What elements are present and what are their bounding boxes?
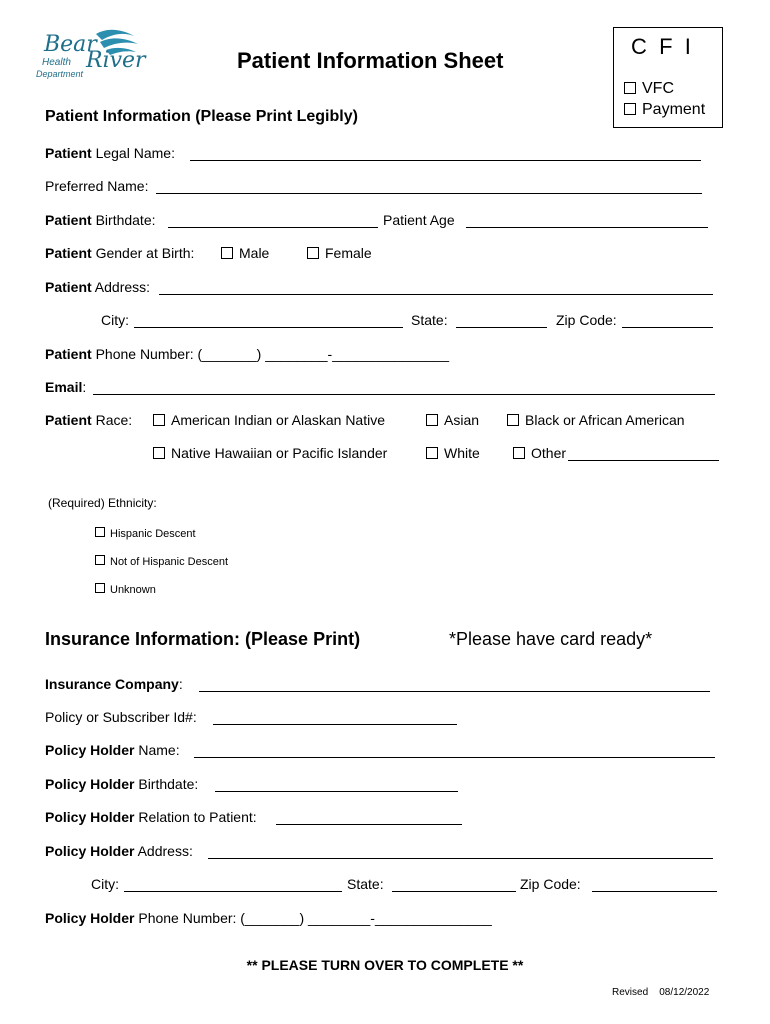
logo-river: River [86,48,146,73]
address-text: Address: [91,279,151,295]
city-label: City: [101,312,129,328]
zip-label: Zip Code: [556,312,617,328]
holder-zip-label: Zip Code: [520,876,581,892]
unknown-label: Unknown [110,584,156,596]
holder-address-label [45,843,193,859]
race-option-other[interactable] [513,445,566,461]
unknown-checkbox[interactable] [95,583,105,593]
female-label: Female [325,245,372,261]
legal-name-bold: Patient [45,145,92,161]
other-race-field[interactable] [568,460,719,461]
policy-id-field[interactable] [213,724,457,725]
preferred-name-label: Preferred Name: [45,178,149,194]
state-field[interactable] [456,327,547,328]
payment-checkbox[interactable] [624,103,636,115]
patient-section-heading: Patient Information (Please Print Legibly) [45,108,358,125]
black-label: Black or African American [525,412,685,428]
race-label [45,412,132,428]
logo [34,26,146,84]
other-label: Other [531,445,567,461]
native-hawaiian-label: Native Hawaiian or Pacific Islander [171,445,388,461]
vfc-label: VFC [642,80,674,97]
state-label: State: [411,312,448,328]
birthdate-label [45,212,156,228]
race-option-native-hawaiian[interactable] [153,445,387,461]
logo-department: Department [36,69,84,79]
phone-bold: Patient [45,346,92,362]
zip-field[interactable] [622,327,713,328]
city-field[interactable] [134,327,403,328]
holder-phone-text: Phone Number: (_______) ________-_______________ [134,910,492,926]
gender-label [45,245,194,261]
insurance-company-label [45,676,183,692]
race-option-american-indian[interactable] [153,412,385,428]
hispanic-label: Hispanic Descent [110,528,196,540]
payment-label: Payment [642,101,706,118]
legal-name-field[interactable] [190,160,701,161]
phone-label[interactable] [45,346,449,362]
email-text: : [82,379,87,395]
holder-state-field[interactable] [392,891,516,892]
holder-zip-field[interactable] [592,891,717,892]
race-text: Race: [91,412,133,428]
page-title: Patient Information Sheet [237,48,504,73]
insurance-company-field[interactable] [199,691,710,692]
holder-address-field[interactable] [208,858,713,859]
american-indian-checkbox[interactable] [153,414,165,426]
gender-male-option[interactable] [221,245,269,261]
cfi-letters: C F I [631,34,691,59]
age-field[interactable] [466,227,708,228]
address-field[interactable] [159,294,713,295]
not-hispanic-label: Not of Hispanic Descent [110,556,228,568]
race-bold: Patient [45,412,92,428]
address-label [45,279,150,295]
holder-city-label: City: [91,876,119,892]
revised-date: Revised 08/12/2022 [612,987,710,998]
holder-phone-label[interactable] [45,910,492,926]
logo-bear: Bear [44,32,97,57]
race-option-black[interactable] [507,412,685,428]
white-checkbox[interactable] [426,447,438,459]
not-hispanic-checkbox[interactable] [95,555,105,565]
holder-name-label [45,742,180,758]
white-label: White [444,445,480,461]
holder-state-label: State: [347,876,384,892]
gender-female-option[interactable] [307,245,372,261]
holder-birthdate-text: Birthdate: [134,776,199,792]
ethnicity-label: (Required) Ethnicity: [48,496,157,510]
holder-city-field[interactable] [124,891,342,892]
holder-relation-text: Relation to Patient: [134,809,257,825]
logo-health: Health [42,57,71,68]
cfi-box [613,27,723,128]
turn-over-note: ** PLEASE TURN OVER TO COMPLETE ** [246,957,524,973]
ethnicity-option-unknown[interactable] [95,583,156,596]
holder-birthdate-field[interactable] [215,791,458,792]
native-hawaiian-checkbox[interactable] [153,447,165,459]
age-label: Patient Age [383,212,455,228]
asian-label: Asian [444,412,480,428]
legal-name-text: Legal Name: [91,145,175,161]
holder-name-bold: Policy Holder [45,742,135,758]
asian-checkbox[interactable] [426,414,438,426]
email-field[interactable] [93,394,715,395]
insurance-section-heading: Insurance Information: (Please Print) [45,629,361,649]
birthdate-bold: Patient [45,212,92,228]
race-option-white[interactable] [426,445,480,461]
holder-address-text: Address: [134,843,193,859]
birthdate-field[interactable] [168,227,378,228]
holder-relation-bold: Policy Holder [45,809,135,825]
phone-text: Phone Number: (_______) ________-_______________ [91,346,449,362]
female-checkbox[interactable] [307,247,319,259]
other-checkbox[interactable] [513,447,525,459]
address-bold: Patient [45,279,92,295]
american-indian-label: American Indian or Alaskan Native [171,412,385,428]
male-checkbox[interactable] [221,247,233,259]
holder-birthdate-label [45,776,198,792]
holder-name-text: Name: [134,742,180,758]
card-ready-note: *Please have card ready* [449,629,653,649]
black-checkbox[interactable] [507,414,519,426]
holder-relation-label [45,809,257,825]
insurance-company-text: : [178,676,183,692]
ethnicity-option-not-hispanic[interactable] [95,555,228,568]
gender-bold: Patient [45,245,92,261]
insurance-company-bold: Insurance Company [45,676,179,692]
holder-name-field[interactable] [194,757,715,758]
race-option-asian[interactable] [426,412,479,428]
male-label: Male [239,245,270,261]
hispanic-checkbox[interactable] [95,527,105,537]
gender-text: Gender at Birth: [91,245,195,261]
holder-phone-bold: Policy Holder [45,910,135,926]
email-bold: Email [45,379,83,395]
email-label [45,379,86,395]
holder-relation-field[interactable] [276,824,462,825]
vfc-option[interactable] [624,80,674,98]
birthdate-text: Birthdate: [91,212,156,228]
holder-address-bold: Policy Holder [45,843,135,859]
vfc-checkbox[interactable] [624,82,636,94]
policy-id-label: Policy or Subscriber Id#: [45,709,197,725]
payment-option[interactable] [624,101,705,119]
legal-name-label [45,145,175,161]
holder-birthdate-bold: Policy Holder [45,776,135,792]
preferred-name-field[interactable] [156,193,702,194]
ethnicity-option-hispanic[interactable] [95,527,196,540]
